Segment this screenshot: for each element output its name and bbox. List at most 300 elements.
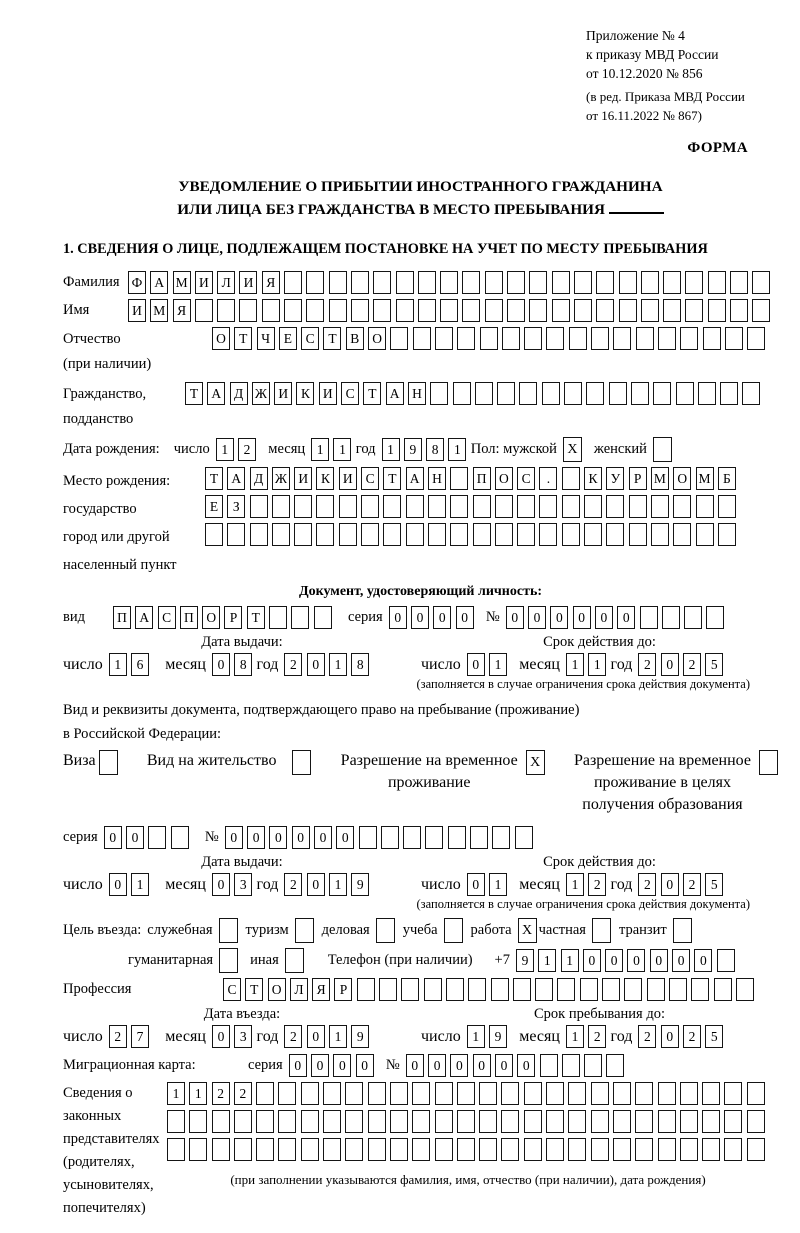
char-cell[interactable] [702,1138,720,1161]
char-cell[interactable]: А [135,606,153,629]
char-cell[interactable] [546,327,564,350]
char-cell[interactable] [586,382,604,405]
char-cell[interactable] [357,978,375,1001]
char-cell[interactable] [473,495,491,518]
char-cell[interactable]: 1 [566,873,584,896]
char-cell[interactable] [413,327,431,350]
char-cell[interactable] [453,382,471,405]
char-cell[interactable] [234,1110,252,1133]
char-cell[interactable] [507,271,525,294]
char-cell[interactable] [250,495,268,518]
char-cell[interactable]: В [346,327,364,350]
temporary-residence-checkbox[interactable]: X [526,750,545,775]
char-cell[interactable] [613,1138,631,1161]
char-cell[interactable] [747,1082,765,1105]
char-cell[interactable] [663,299,681,322]
char-cell[interactable]: 0 [336,826,354,849]
purpose-study-checkbox[interactable] [444,918,463,943]
char-cell[interactable] [269,606,287,629]
char-cell[interactable] [752,299,770,322]
char-cell[interactable]: 0 [495,1054,513,1077]
char-cell[interactable] [450,495,468,518]
char-cell[interactable] [440,299,458,322]
char-cell[interactable] [706,606,724,629]
char-cell[interactable] [418,271,436,294]
char-cell[interactable]: О [212,327,230,350]
char-cell[interactable]: 0 [411,606,429,629]
char-cell[interactable]: Л [217,271,235,294]
char-cell[interactable] [473,523,491,546]
char-cell[interactable]: 0 [307,653,325,676]
char-cell[interactable]: П [113,606,131,629]
char-cell[interactable] [696,495,714,518]
purpose-tourism-checkbox[interactable] [295,918,314,943]
char-cell[interactable]: И [128,299,146,322]
char-cell[interactable]: 1 [329,873,347,896]
char-cell[interactable] [584,495,602,518]
char-cell[interactable] [524,1138,542,1161]
char-cell[interactable] [718,495,736,518]
char-cell[interactable] [450,467,468,490]
char-cell[interactable]: Б [718,467,736,490]
char-cell[interactable] [368,1110,386,1133]
char-cell[interactable] [562,523,580,546]
char-cell[interactable]: Л [290,978,308,1001]
char-cell[interactable] [329,299,347,322]
char-cell[interactable] [619,271,637,294]
char-cell[interactable] [396,271,414,294]
char-cell[interactable] [724,1110,742,1133]
char-cell[interactable]: . [539,467,557,490]
char-cell[interactable] [361,523,379,546]
education-residence-checkbox[interactable] [759,750,778,775]
char-cell[interactable]: К [316,467,334,490]
char-cell[interactable]: О [202,606,220,629]
char-cell[interactable] [673,523,691,546]
char-cell[interactable] [647,978,665,1001]
char-cell[interactable] [440,271,458,294]
char-cell[interactable]: 1 [109,653,127,676]
char-cell[interactable]: 1 [311,438,329,461]
char-cell[interactable]: 0 [356,1054,374,1077]
char-cell[interactable]: П [473,467,491,490]
char-cell[interactable]: Т [185,382,203,405]
char-cell[interactable]: 5 [705,653,723,676]
char-cell[interactable] [345,1138,363,1161]
char-cell[interactable] [430,382,448,405]
char-cell[interactable]: Ж [252,382,270,405]
char-cell[interactable] [425,826,443,849]
char-cell[interactable] [475,382,493,405]
purpose-work-checkbox[interactable]: X [518,918,537,943]
char-cell[interactable] [629,495,647,518]
char-cell[interactable] [602,978,620,1001]
char-cell[interactable]: 0 [605,949,623,972]
char-cell[interactable]: 0 [292,826,310,849]
char-cell[interactable] [568,1138,586,1161]
char-cell[interactable] [568,1082,586,1105]
char-cell[interactable]: 8 [426,438,444,461]
char-cell[interactable] [446,978,464,1001]
char-cell[interactable]: З [227,495,245,518]
char-cell[interactable]: Т [247,606,265,629]
char-cell[interactable]: 0 [212,1025,230,1048]
char-cell[interactable] [747,1110,765,1133]
char-cell[interactable]: 0 [661,873,679,896]
char-cell[interactable] [720,382,738,405]
char-cell[interactable]: 2 [284,653,302,676]
char-cell[interactable]: 0 [583,949,601,972]
char-cell[interactable] [552,299,570,322]
char-cell[interactable] [278,1110,296,1133]
char-cell[interactable]: 0 [650,949,668,972]
char-cell[interactable] [272,495,290,518]
char-cell[interactable] [517,495,535,518]
char-cell[interactable] [636,327,654,350]
char-cell[interactable] [524,327,542,350]
char-cell[interactable]: И [294,467,312,490]
char-cell[interactable]: 0 [269,826,287,849]
char-cell[interactable]: 0 [212,873,230,896]
char-cell[interactable] [641,299,659,322]
char-cell[interactable]: Ж [272,467,290,490]
char-cell[interactable]: 0 [406,1054,424,1077]
char-cell[interactable] [619,299,637,322]
char-cell[interactable]: И [339,467,357,490]
char-cell[interactable] [624,978,642,1001]
char-cell[interactable]: 0 [212,653,230,676]
char-cell[interactable] [495,523,513,546]
purpose-transit-checkbox[interactable] [673,918,692,943]
char-cell[interactable] [584,1054,602,1077]
char-cell[interactable]: 0 [247,826,265,849]
char-cell[interactable]: С [158,606,176,629]
char-cell[interactable]: Ф [128,271,146,294]
char-cell[interactable]: Я [262,271,280,294]
char-cell[interactable] [542,382,560,405]
char-cell[interactable] [673,495,691,518]
char-cell[interactable] [435,1110,453,1133]
char-cell[interactable] [724,1082,742,1105]
char-cell[interactable] [662,606,680,629]
char-cell[interactable] [591,1110,609,1133]
char-cell[interactable] [359,826,377,849]
char-cell[interactable]: 9 [351,1025,369,1048]
char-cell[interactable]: И [319,382,337,405]
char-cell[interactable] [613,327,631,350]
char-cell[interactable] [702,1082,720,1105]
char-cell[interactable] [301,1082,319,1105]
char-cell[interactable]: 1 [467,1025,485,1048]
char-cell[interactable]: 1 [329,1025,347,1048]
char-cell[interactable] [609,382,627,405]
char-cell[interactable] [412,1138,430,1161]
char-cell[interactable]: 0 [573,606,591,629]
char-cell[interactable] [546,1082,564,1105]
char-cell[interactable] [606,523,624,546]
char-cell[interactable] [539,523,557,546]
char-cell[interactable]: О [673,467,691,490]
char-cell[interactable]: 1 [382,438,400,461]
char-cell[interactable] [529,271,547,294]
char-cell[interactable] [424,978,442,1001]
char-cell[interactable]: И [195,271,213,294]
char-cell[interactable]: П [180,606,198,629]
char-cell[interactable] [457,1110,475,1133]
char-cell[interactable]: 8 [234,653,252,676]
char-cell[interactable] [189,1110,207,1133]
char-cell[interactable] [730,299,748,322]
char-cell[interactable]: О [268,978,286,1001]
char-cell[interactable] [462,271,480,294]
char-cell[interactable] [730,271,748,294]
char-cell[interactable] [278,1138,296,1161]
char-cell[interactable] [596,271,614,294]
purpose-humanitarian-checkbox[interactable] [219,948,238,973]
char-cell[interactable]: 0 [307,1025,325,1048]
char-cell[interactable] [702,1110,720,1133]
char-cell[interactable]: 0 [467,653,485,676]
char-cell[interactable] [239,299,257,322]
char-cell[interactable] [383,495,401,518]
char-cell[interactable]: Т [323,327,341,350]
char-cell[interactable] [552,271,570,294]
char-cell[interactable]: 2 [212,1082,230,1105]
char-cell[interactable]: С [301,327,319,350]
char-cell[interactable] [428,523,446,546]
char-cell[interactable] [256,1082,274,1105]
char-cell[interactable] [329,271,347,294]
char-cell[interactable] [457,327,475,350]
char-cell[interactable]: 0 [450,1054,468,1077]
char-cell[interactable] [485,271,503,294]
char-cell[interactable]: Е [279,327,297,350]
char-cell[interactable] [539,495,557,518]
char-cell[interactable] [501,1082,519,1105]
char-cell[interactable] [519,382,537,405]
char-cell[interactable] [368,1082,386,1105]
char-cell[interactable] [457,1082,475,1105]
char-cell[interactable] [691,978,709,1001]
char-cell[interactable]: 1 [561,949,579,972]
char-cell[interactable]: 0 [307,873,325,896]
char-cell[interactable]: 2 [683,873,701,896]
char-cell[interactable]: Р [224,606,242,629]
char-cell[interactable] [629,523,647,546]
char-cell[interactable] [562,1054,580,1077]
char-cell[interactable]: 3 [234,873,252,896]
char-cell[interactable] [696,523,714,546]
purpose-official-checkbox[interactable] [219,918,238,943]
char-cell[interactable]: 0 [517,1054,535,1077]
char-cell[interactable] [435,1082,453,1105]
char-cell[interactable]: К [296,382,314,405]
char-cell[interactable]: И [239,271,257,294]
char-cell[interactable]: 0 [661,653,679,676]
char-cell[interactable]: 0 [595,606,613,629]
char-cell[interactable] [658,1082,676,1105]
char-cell[interactable] [502,327,520,350]
char-cell[interactable]: А [207,382,225,405]
char-cell[interactable]: Т [245,978,263,1001]
char-cell[interactable] [569,327,587,350]
char-cell[interactable] [435,327,453,350]
char-cell[interactable] [373,299,391,322]
char-cell[interactable] [373,271,391,294]
char-cell[interactable] [562,467,580,490]
char-cell[interactable] [479,1110,497,1133]
char-cell[interactable] [450,523,468,546]
char-cell[interactable]: 1 [131,873,149,896]
char-cell[interactable] [278,1082,296,1105]
char-cell[interactable] [703,327,721,350]
char-cell[interactable]: Р [629,467,647,490]
char-cell[interactable] [685,299,703,322]
char-cell[interactable] [351,271,369,294]
char-cell[interactable]: 0 [473,1054,491,1077]
char-cell[interactable]: 0 [225,826,243,849]
char-cell[interactable] [513,978,531,1001]
char-cell[interactable] [698,382,716,405]
char-cell[interactable] [517,523,535,546]
char-cell[interactable]: 2 [109,1025,127,1048]
char-cell[interactable] [546,1110,564,1133]
char-cell[interactable] [557,978,575,1001]
char-cell[interactable]: 9 [516,949,534,972]
char-cell[interactable]: С [341,382,359,405]
char-cell[interactable] [212,1138,230,1161]
char-cell[interactable] [562,495,580,518]
char-cell[interactable]: 2 [234,1082,252,1105]
char-cell[interactable]: 2 [284,1025,302,1048]
char-cell[interactable]: И [274,382,292,405]
char-cell[interactable] [653,382,671,405]
char-cell[interactable]: 2 [683,653,701,676]
char-cell[interactable] [680,1138,698,1161]
char-cell[interactable] [658,327,676,350]
char-cell[interactable] [212,1110,230,1133]
char-cell[interactable] [669,978,687,1001]
char-cell[interactable]: 1 [167,1082,185,1105]
char-cell[interactable] [205,523,223,546]
char-cell[interactable] [492,826,510,849]
char-cell[interactable] [718,523,736,546]
char-cell[interactable] [680,1082,698,1105]
char-cell[interactable] [256,1110,274,1133]
char-cell[interactable]: 1 [538,949,556,972]
char-cell[interactable] [651,523,669,546]
char-cell[interactable] [501,1110,519,1133]
char-cell[interactable] [584,523,602,546]
char-cell[interactable] [574,299,592,322]
char-cell[interactable]: Р [334,978,352,1001]
char-cell[interactable]: Т [363,382,381,405]
char-cell[interactable] [314,606,332,629]
char-cell[interactable] [390,1138,408,1161]
char-cell[interactable] [725,327,743,350]
char-cell[interactable] [736,978,754,1001]
char-cell[interactable]: 6 [131,653,149,676]
char-cell[interactable] [217,299,235,322]
char-cell[interactable] [345,1110,363,1133]
char-cell[interactable] [640,606,658,629]
char-cell[interactable] [658,1110,676,1133]
char-cell[interactable] [345,1082,363,1105]
char-cell[interactable] [485,299,503,322]
char-cell[interactable]: 0 [428,1054,446,1077]
char-cell[interactable] [714,978,732,1001]
char-cell[interactable]: 0 [314,826,332,849]
char-cell[interactable] [262,299,280,322]
char-cell[interactable] [564,382,582,405]
char-cell[interactable]: 2 [588,1025,606,1048]
char-cell[interactable] [546,1138,564,1161]
char-cell[interactable] [195,299,213,322]
char-cell[interactable]: 3 [234,1025,252,1048]
char-cell[interactable] [396,299,414,322]
char-cell[interactable]: М [173,271,191,294]
char-cell[interactable]: 0 [109,873,127,896]
char-cell[interactable] [301,1110,319,1133]
char-cell[interactable]: У [606,467,624,490]
char-cell[interactable]: Я [312,978,330,1001]
char-cell[interactable]: 2 [683,1025,701,1048]
char-cell[interactable] [708,299,726,322]
char-cell[interactable] [479,1082,497,1105]
char-cell[interactable] [448,826,466,849]
char-cell[interactable]: 1 [333,438,351,461]
char-cell[interactable] [435,1138,453,1161]
char-cell[interactable] [227,523,245,546]
char-cell[interactable] [491,978,509,1001]
char-cell[interactable] [606,1054,624,1077]
char-cell[interactable]: Ч [257,327,275,350]
visa-checkbox[interactable] [99,750,118,775]
char-cell[interactable]: Е [205,495,223,518]
char-cell[interactable] [591,1138,609,1161]
char-cell[interactable] [284,299,302,322]
char-cell[interactable] [412,1110,430,1133]
char-cell[interactable] [580,978,598,1001]
char-cell[interactable] [406,495,424,518]
char-cell[interactable] [658,1138,676,1161]
char-cell[interactable] [148,826,166,849]
char-cell[interactable]: 1 [189,1082,207,1105]
char-cell[interactable]: 0 [311,1054,329,1077]
char-cell[interactable] [401,978,419,1001]
residence-permit-checkbox[interactable] [292,750,311,775]
char-cell[interactable]: А [406,467,424,490]
char-cell[interactable]: 0 [126,826,144,849]
char-cell[interactable] [306,299,324,322]
char-cell[interactable]: 0 [289,1054,307,1077]
char-cell[interactable] [256,1138,274,1161]
char-cell[interactable] [323,1110,341,1133]
char-cell[interactable] [524,1082,542,1105]
char-cell[interactable]: М [150,299,168,322]
char-cell[interactable] [291,606,309,629]
char-cell[interactable]: О [495,467,513,490]
char-cell[interactable]: 0 [528,606,546,629]
char-cell[interactable]: 0 [627,949,645,972]
char-cell[interactable] [412,1082,430,1105]
char-cell[interactable]: 0 [467,873,485,896]
char-cell[interactable]: 2 [638,1025,656,1048]
char-cell[interactable]: 2 [638,873,656,896]
purpose-business-checkbox[interactable] [376,918,395,943]
char-cell[interactable]: 0 [389,606,407,629]
char-cell[interactable] [635,1138,653,1161]
